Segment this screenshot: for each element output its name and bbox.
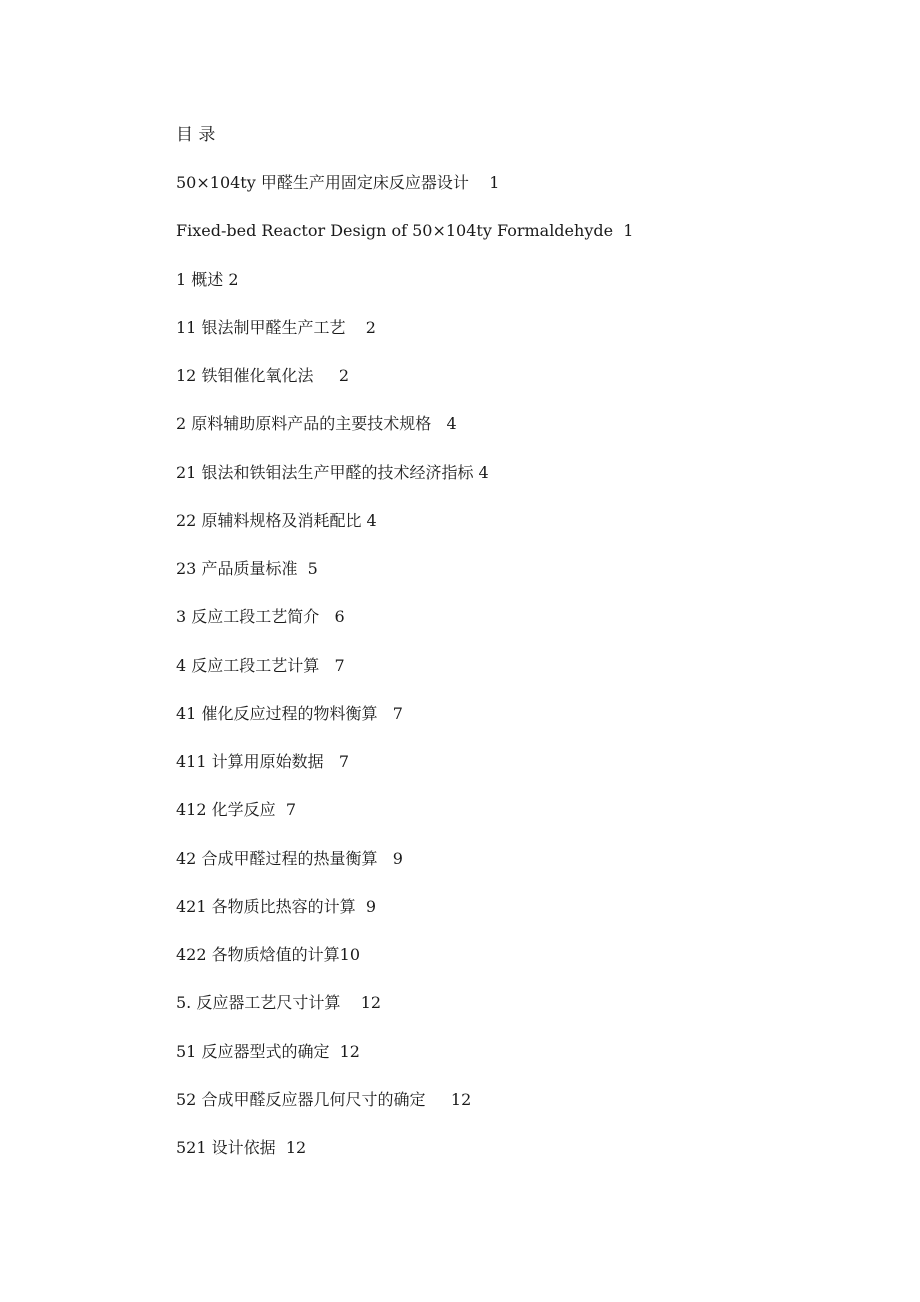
toc-entry-page: 2 xyxy=(228,269,239,289)
toc-entry-text: 42 合成甲醛过程的热量衡算 xyxy=(176,848,378,868)
toc-entry-text: 411 计算用原始数据 xyxy=(176,752,324,771)
toc-entry-page: 7 xyxy=(334,655,345,675)
toc-entry-gap xyxy=(377,849,392,868)
toc-entry[interactable] xyxy=(176,413,633,461)
toc-entry[interactable] xyxy=(176,848,633,896)
toc-entry-gap xyxy=(324,752,339,771)
toc-entry-text: 4 反应工段工艺计算 xyxy=(176,655,320,675)
toc-entry-text: 3 反应工段工艺简介 xyxy=(176,607,320,627)
toc-entry-gap xyxy=(345,318,365,337)
toc-entry-gap xyxy=(431,414,446,433)
toc-entry-gap xyxy=(297,559,307,578)
toc-entry-page: 9 xyxy=(392,848,403,868)
toc-entry[interactable] xyxy=(176,655,633,703)
toc-entry-gap xyxy=(319,607,334,626)
toc-entry-page: 12 xyxy=(339,1041,360,1061)
toc-entry-text: 41 催化反应过程的物料衡算 xyxy=(176,703,378,723)
toc-entry-text: 1 概述 xyxy=(176,269,224,289)
toc-entry-page: 4 xyxy=(478,462,489,482)
toc-entry-page: 6 xyxy=(334,607,345,627)
toc-entry-page: 1 xyxy=(623,221,634,241)
toc-entry-gap xyxy=(319,656,334,675)
toc-entry-page: 12 xyxy=(360,993,382,1013)
toc-entry-page: 7 xyxy=(285,800,296,820)
toc-entry-page: 1 xyxy=(489,173,500,192)
toc-entry-text: 422 各物质焓值的计算 xyxy=(176,945,340,964)
toc-entry-page: 4 xyxy=(446,414,457,434)
toc-entry-gap xyxy=(276,800,286,819)
toc-entry[interactable] xyxy=(176,703,633,751)
toc-entry-gap xyxy=(340,993,360,1012)
toc-entry[interactable] xyxy=(176,558,633,606)
toc-entry-gap xyxy=(329,1042,339,1061)
toc-entry[interactable] xyxy=(176,992,633,1040)
toc-entry[interactable] xyxy=(176,510,633,558)
toc-entry-text: 421 各物质比热容的计算 xyxy=(176,896,356,916)
toc-entry[interactable] xyxy=(176,269,633,317)
toc-entry[interactable] xyxy=(176,1089,633,1137)
toc-entry[interactable] xyxy=(176,751,633,799)
toc-entry[interactable] xyxy=(176,365,633,413)
toc-entry[interactable] xyxy=(176,944,633,992)
toc-entry-text: 52 合成甲醛反应器几何尺寸的确定 xyxy=(176,1089,426,1109)
toc-entry-text: 21 银法和铁钼法生产甲醛的技术经济指标 xyxy=(176,462,474,482)
toc-entry-text: 22 原辅料规格及消耗配比 xyxy=(176,510,362,530)
toc-entry[interactable] xyxy=(176,462,633,510)
toc-entry[interactable] xyxy=(176,896,633,944)
toc-entry-gap xyxy=(313,366,338,385)
toc-title: 目 录 xyxy=(176,125,216,145)
toc-entry-text: 50×104ty 甲醛生产用固定床反应器设计 xyxy=(176,173,469,192)
toc-entry-text: 2 原料辅助原料产品的主要技术规格 xyxy=(176,414,432,434)
toc-entry-page: 4 xyxy=(366,510,377,530)
toc-entry-gap xyxy=(377,704,392,723)
toc-entry-page: 9 xyxy=(365,896,376,916)
toc-entry[interactable] xyxy=(176,172,633,220)
toc-entry[interactable] xyxy=(176,317,633,365)
toc-entry-page: 2 xyxy=(365,317,376,337)
toc-entry-page: 12 xyxy=(450,1089,472,1109)
toc-entry-text: 5. 反应器工艺尺寸计算 xyxy=(176,993,341,1013)
toc-entry-text: 12 铁钼催化氧化法 xyxy=(176,366,314,385)
toc-entry-text: 23 产品质量标准 xyxy=(176,559,298,578)
toc-entry-text: 51 反应器型式的确定 xyxy=(176,1041,330,1061)
toc-entry-gap xyxy=(276,1138,286,1157)
toc-entry[interactable] xyxy=(176,220,633,268)
toc-entry[interactable] xyxy=(176,1041,633,1089)
toc-entry-text: 521 设计依据 xyxy=(176,1138,276,1157)
toc-entry-page: 2 xyxy=(338,366,350,385)
toc-entry-gap xyxy=(425,1090,450,1109)
toc-entry[interactable] xyxy=(176,606,633,654)
toc-entry-gap xyxy=(613,221,623,240)
toc-entry-gap xyxy=(356,897,366,916)
toc-entry-page: 12 xyxy=(285,1138,307,1157)
toc-entry-page: 10 xyxy=(339,945,360,964)
toc-entry-gap xyxy=(469,173,489,192)
toc-list xyxy=(176,172,633,1185)
toc-entry[interactable] xyxy=(176,799,633,847)
toc-entry-text: Fixed-bed Reactor Design of 50×104ty Formaldehyde xyxy=(176,221,614,241)
toc-entry-text: 412 化学反应 xyxy=(176,800,276,820)
toc-entry[interactable] xyxy=(176,1137,633,1185)
toc-entry-page: 5 xyxy=(307,559,318,578)
toc-entry-page: 7 xyxy=(338,752,350,771)
toc-entry-text: 11 银法制甲醛生产工艺 xyxy=(176,317,346,337)
toc-entry-page: 7 xyxy=(392,703,403,723)
